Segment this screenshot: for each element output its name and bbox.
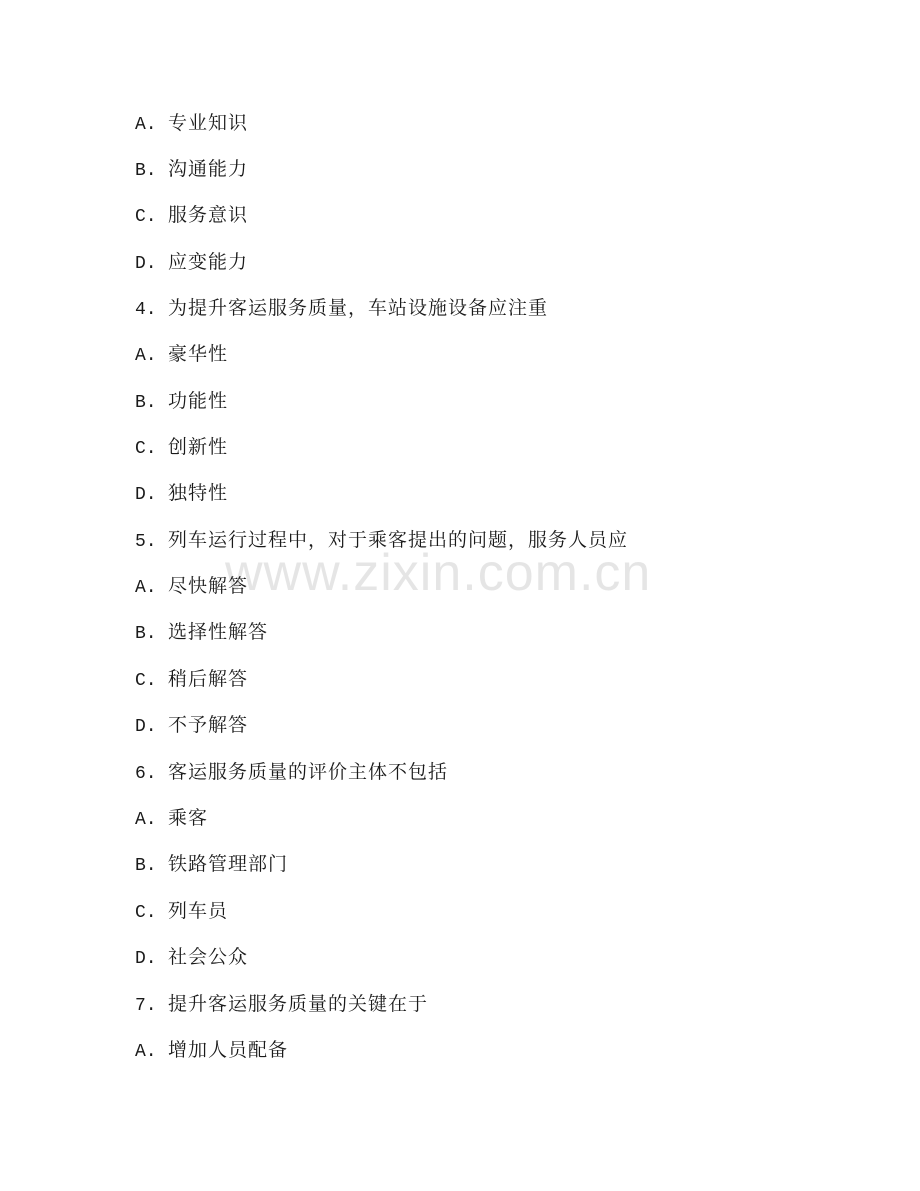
option-line <box>135 849 288 879</box>
option-text: 豪华性 <box>168 343 229 365</box>
option-label: A. <box>135 1042 157 1062</box>
option-line <box>135 896 228 926</box>
option-text: 乘客 <box>168 807 209 829</box>
option-label: D. <box>135 485 157 505</box>
question-line <box>135 293 548 323</box>
option-label: A. <box>135 346 157 366</box>
option-text: 沟通能力 <box>168 158 249 180</box>
question-text: 客运服务质量的评价主体不包括 <box>168 761 449 783</box>
question-line <box>135 757 448 787</box>
option-label: C. <box>135 439 157 459</box>
question-line <box>135 525 628 555</box>
option-text: 选择性解答 <box>168 621 269 643</box>
option-text: 社会公众 <box>168 946 249 968</box>
question-number: 7. <box>135 996 157 1016</box>
option-label: D. <box>135 254 157 274</box>
question-line <box>135 989 428 1019</box>
question-text: 提升客运服务质量的关键在于 <box>168 993 429 1015</box>
watermark-text: www.zixin.com.cn <box>225 544 652 602</box>
question-number: 5. <box>135 532 157 552</box>
option-line <box>135 108 248 138</box>
option-line <box>135 154 248 184</box>
question-number: 4. <box>135 300 157 320</box>
option-text: 铁路管理部门 <box>168 853 289 875</box>
option-label: A. <box>135 578 157 598</box>
option-line <box>135 386 228 416</box>
option-line <box>135 478 228 508</box>
option-text: 稍后解答 <box>168 668 249 690</box>
option-text: 尽快解答 <box>168 575 249 597</box>
option-label: A. <box>135 115 157 135</box>
option-text: 不予解答 <box>168 714 249 736</box>
option-label: B. <box>135 624 157 644</box>
question-text: 列车运行过程中，对于乘客提出的问题，服务人员应 <box>168 529 629 551</box>
option-text: 服务意识 <box>168 204 249 226</box>
option-line <box>135 803 208 833</box>
option-line <box>135 710 248 740</box>
question-text: 为提升客运服务质量，车站设施设备应注重 <box>168 297 549 319</box>
option-line <box>135 339 228 369</box>
option-label: B. <box>135 856 157 876</box>
option-text: 应变能力 <box>168 251 249 273</box>
option-line <box>135 432 228 462</box>
option-label: B. <box>135 393 157 413</box>
option-label: D. <box>135 949 157 969</box>
option-label: D. <box>135 717 157 737</box>
option-line <box>135 664 248 694</box>
option-text: 功能性 <box>168 390 229 412</box>
option-text: 列车员 <box>168 900 229 922</box>
option-text: 独特性 <box>168 482 229 504</box>
option-line <box>135 200 248 230</box>
option-label: C. <box>135 207 157 227</box>
option-text: 创新性 <box>168 436 229 458</box>
question-number: 6. <box>135 764 157 784</box>
option-label: C. <box>135 671 157 691</box>
option-line <box>135 247 248 277</box>
option-line <box>135 942 248 972</box>
option-line <box>135 1035 288 1065</box>
option-text: 专业知识 <box>168 112 249 134</box>
option-text: 增加人员配备 <box>168 1039 289 1061</box>
option-label: A. <box>135 810 157 830</box>
option-label: B. <box>135 161 157 181</box>
option-label: C. <box>135 903 157 923</box>
option-line <box>135 617 268 647</box>
option-line <box>135 571 248 601</box>
